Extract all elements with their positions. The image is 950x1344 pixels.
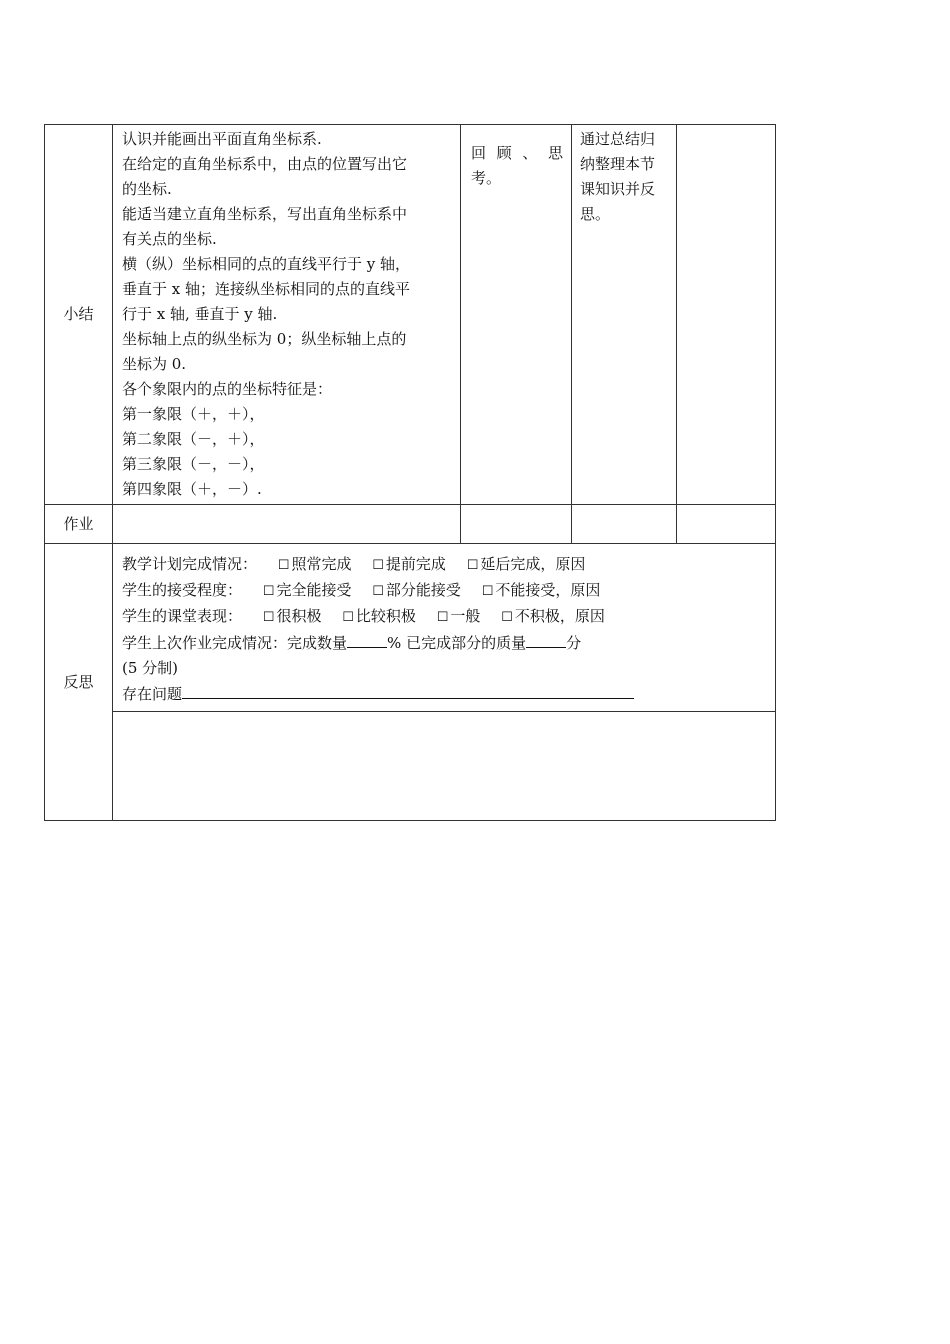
percent-sign: % [387, 634, 402, 652]
checkbox-icon: ☐ [262, 584, 275, 599]
summary-content-cell [113, 125, 461, 505]
problems-label: 存在问题 [122, 685, 183, 703]
design-intent-line: 通过总结归 [580, 130, 656, 148]
summary-line: 第四象限（＋，－）. [122, 480, 262, 498]
completion-count-field[interactable] [347, 630, 387, 648]
checkbox-accept-partial[interactable]: ☐ 部分能接受 [372, 581, 461, 599]
summary-line: 在给定的直角坐标系中，由点的位置写出它 [122, 155, 408, 173]
checkbox-icon: ☐ [436, 610, 449, 625]
checkbox-plan-late[interactable]: ☐ 延后完成，原因 [466, 555, 586, 573]
checkbox-plan-early[interactable]: ☐ 提前完成 [372, 555, 446, 573]
design-intent-cell [572, 125, 677, 505]
checkbox-icon: ☐ [342, 610, 354, 625]
homework-extra-cell[interactable] [677, 505, 776, 544]
summary-line: 第一象限（＋，＋）， [122, 405, 265, 423]
summary-line: 的坐标. [122, 180, 172, 198]
checkbox-perf-average[interactable]: ☐ 一般 [436, 607, 481, 625]
student-activity-line: 考。 [471, 169, 502, 187]
summary-line: 横（纵）坐标相同的点的直线平行于 y 轴， [122, 255, 411, 273]
acceptance-prefix: 学生的接受程度： [122, 581, 243, 599]
homework-row [45, 505, 776, 544]
performance-prefix: 学生的课堂表现： [122, 607, 243, 625]
checkbox-plan-normal[interactable]: ☐ 照常完成 [277, 555, 352, 573]
student-activity-line: 回 顾 、 思 [471, 144, 563, 162]
checkbox-icon: ☐ [481, 584, 494, 599]
design-intent-line: 课知识并反 [580, 180, 656, 198]
checkbox-icon: ☐ [466, 558, 479, 573]
summary-line: 垂直于 x 轴；连接纵坐标相同的点的直线平 [122, 280, 410, 298]
scale-note: (5 分制) [122, 659, 179, 677]
summary-label-cell [45, 125, 113, 505]
acceptance-line [122, 578, 775, 604]
student-activity-cell [461, 125, 572, 505]
reflection-row [45, 544, 776, 712]
checkbox-perf-very[interactable]: ☐ 很积极 [262, 607, 322, 625]
summary-line: 认识并能画出平面直角坐标系. [122, 130, 322, 148]
homework-activity-cell[interactable] [461, 505, 572, 544]
checkbox-icon: ☐ [277, 558, 290, 573]
summary-line: 行于 x 轴, 垂直于 y 轴. [122, 305, 278, 323]
design-intent-line: 思。 [580, 205, 611, 223]
summary-line: 各个象限内的点的坐标特征是： [122, 380, 333, 398]
reflection-label: 反思 [63, 672, 94, 691]
summary-label: 小结 [63, 305, 94, 323]
homework-label: 作业 [63, 514, 94, 533]
summary-line: 坐标为 0. [122, 355, 187, 373]
summary-row [45, 125, 776, 505]
problems-field[interactable] [182, 681, 634, 699]
summary-extra-cell [677, 125, 776, 505]
summary-line: 第二象限（－，＋）， [122, 430, 265, 448]
plan-prefix: 教学计划完成情况： [122, 555, 258, 573]
checkbox-perf-fairly[interactable]: ☐ 比较积极 [342, 607, 416, 625]
plan-completion-line [122, 552, 775, 578]
checkbox-icon: ☐ [262, 610, 275, 625]
checkbox-icon: ☐ [372, 584, 384, 599]
reflection-content-cell [113, 544, 776, 712]
quality-score-field[interactable] [526, 630, 566, 648]
checkbox-icon: ☐ [501, 610, 513, 625]
reflection-notes-row [45, 712, 776, 821]
summary-line: 坐标轴上点的纵坐标为 0；纵坐标轴上点的 [122, 330, 407, 348]
reflection-label-cell [45, 544, 113, 821]
summary-line: 能适当建立直角坐标系，写出直角坐标系中 [122, 205, 408, 223]
checkbox-perf-inactive[interactable]: ☐ 不积极，原因 [501, 607, 605, 625]
summary-line: 第三象限（－，－）， [122, 455, 265, 473]
quality-label: 已完成部分的质量 [406, 634, 527, 652]
last-homework-line [122, 630, 775, 656]
checkbox-accept-full[interactable]: ☐ 完全能接受 [262, 581, 352, 599]
lesson-plan-table [44, 124, 776, 821]
score-unit: 分 [566, 634, 582, 652]
last-homework-prefix: 学生上次作业完成情况：完成数量 [122, 634, 348, 652]
checkbox-accept-none[interactable]: ☐ 不能接受，原因 [481, 581, 601, 599]
reflection-notes-cell[interactable] [113, 712, 776, 821]
homework-label-cell [45, 505, 113, 544]
homework-intent-cell[interactable] [572, 505, 677, 544]
checkbox-icon: ☐ [372, 558, 384, 573]
problems-line [122, 681, 775, 707]
summary-line: 有关点的坐标. [122, 230, 217, 248]
design-intent-line: 纳整理本节 [580, 155, 656, 173]
performance-line [122, 604, 775, 630]
homework-content-cell[interactable] [113, 505, 461, 544]
